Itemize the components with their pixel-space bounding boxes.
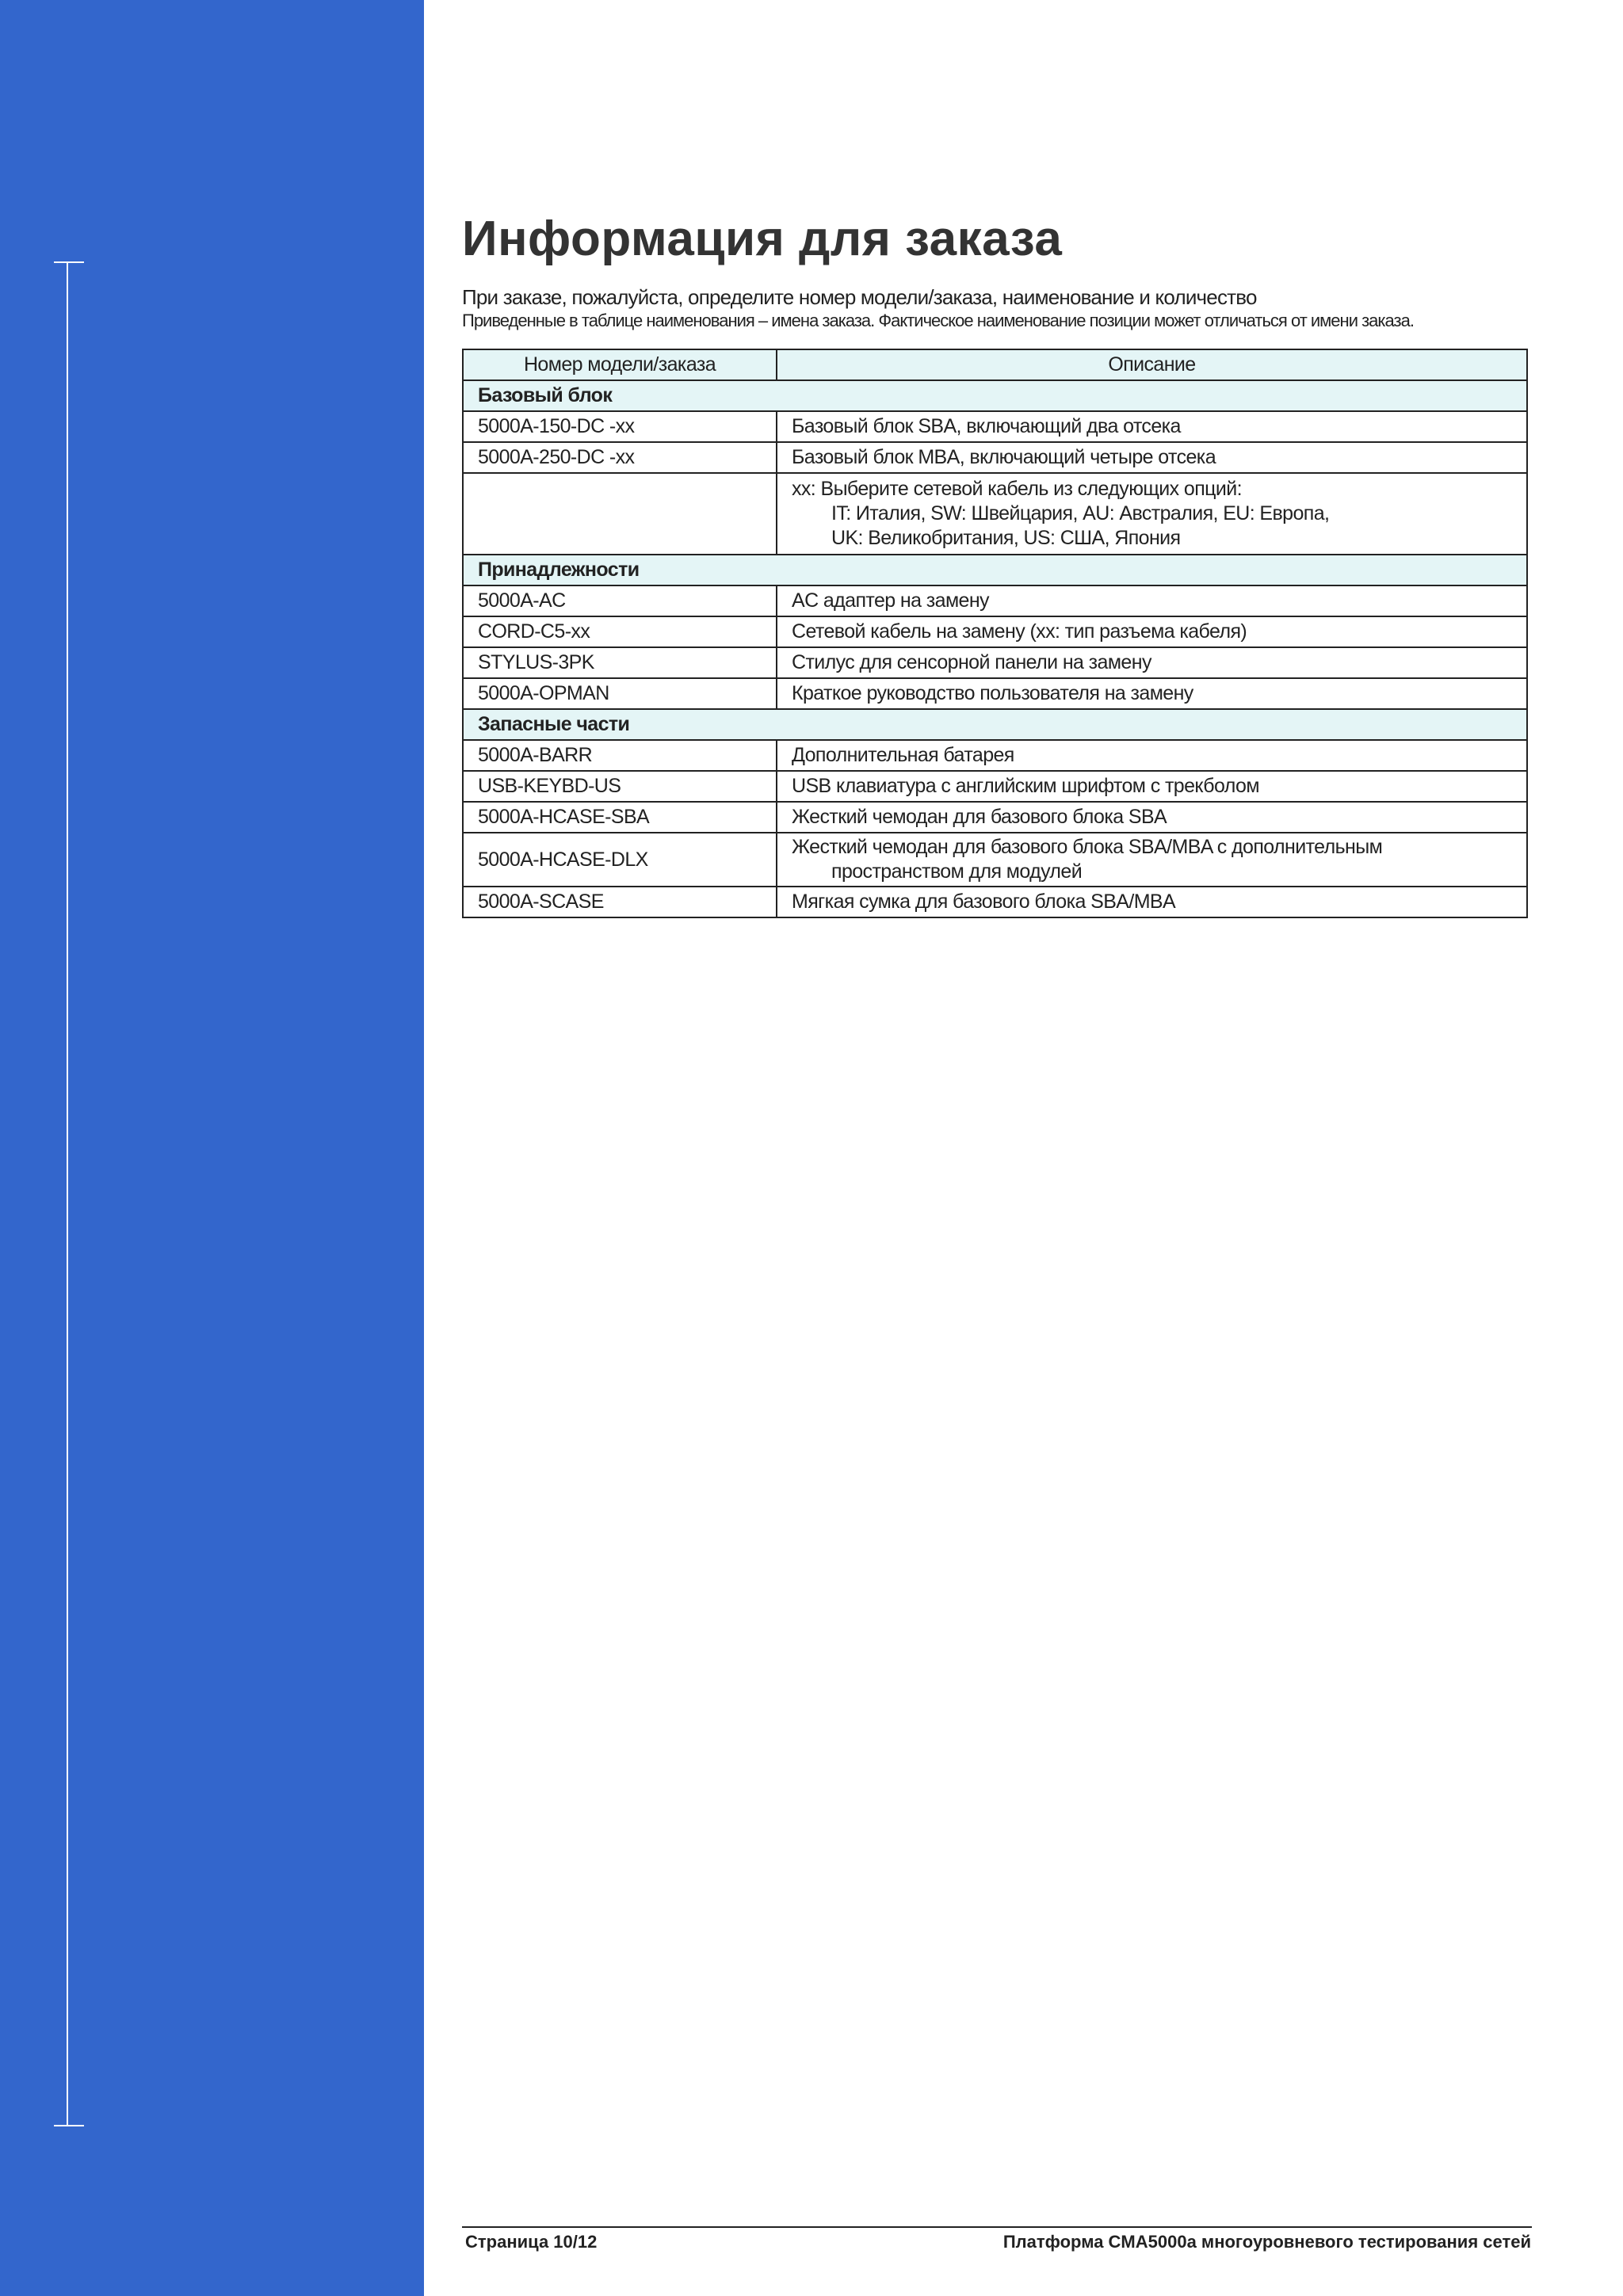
model-cell: 5000A-SCASE	[463, 887, 777, 917]
table-row	[463, 647, 1527, 678]
section-row-accessories	[463, 555, 1527, 585]
model-cell: 5000A-AC	[463, 585, 777, 616]
description-cell: Мягкая сумка для базового блока SBA/MBA	[777, 887, 1527, 917]
table-row	[463, 678, 1527, 709]
description-cell: AC адаптер на замену	[777, 585, 1527, 616]
table-header-row	[463, 349, 1527, 380]
model-cell: 5000A-HCASE-SBA	[463, 802, 777, 833]
section-row-spare-parts	[463, 709, 1527, 740]
section-row-base-unit	[463, 380, 1527, 411]
model-cell: 5000A-HCASE-DLX	[463, 833, 777, 887]
table-row	[463, 833, 1527, 887]
sidebar-ruler-tick-top	[54, 261, 84, 263]
footer-divider	[462, 2226, 1532, 2228]
description-line: xx: Выберите сетевой кабель из следующих опций:	[792, 478, 1242, 500]
description-line: Жесткий чемодан для базового блока SBA/MBA с дополнительным	[792, 836, 1383, 858]
description-cell	[777, 833, 1527, 887]
column-header-description: Описание	[777, 349, 1527, 380]
page-title: Информация для заказа	[462, 212, 1063, 266]
order-table	[462, 349, 1528, 918]
sidebar-ruler-line	[67, 261, 68, 2125]
footer-product-name: Платформа CMA5000a многоуровневого тестирования сетей	[1002, 2232, 1531, 2252]
model-cell: USB-KEYBD-US	[463, 771, 777, 802]
column-header-model: Номер модели/заказа	[463, 349, 777, 380]
description-line: пространством для модулей	[831, 860, 1083, 883]
section-title: Принадлежности	[463, 555, 1527, 585]
table-row	[463, 616, 1527, 647]
intro-note: Приведенные в таблице наименования – имена заказа. Фактическое наименование позиции может отличаться от имени заказа.	[462, 311, 1414, 330]
description-cell: USB клавиатура с английским шрифтом с трекболом	[777, 771, 1527, 802]
description-cell: Сетевой кабель на замену (xx: тип разъема кабеля)	[777, 616, 1527, 647]
table-row	[463, 442, 1527, 473]
description-cell: Базовый блок MBA, включающий четыре отсека	[777, 442, 1527, 473]
description-cell	[777, 473, 1527, 555]
model-cell	[463, 473, 777, 555]
table-row	[463, 887, 1527, 917]
section-title: Запасные части	[463, 709, 1527, 740]
table-row	[463, 473, 1527, 555]
description-cell: Дополнительная батарея	[777, 740, 1527, 771]
footer-page-number: Страница 10/12	[465, 2232, 598, 2252]
description-line: UK: Великобритания, US: США, Япония	[831, 527, 1181, 549]
sidebar-band	[0, 0, 424, 2296]
description-cell: Краткое руководство пользователя на замену	[777, 678, 1527, 709]
model-cell: 5000A-250-DC -xx	[463, 442, 777, 473]
table-row	[463, 771, 1527, 802]
table-row	[463, 740, 1527, 771]
sidebar-ruler-tick-bottom	[54, 2125, 84, 2126]
description-cell: Жесткий чемодан для базового блока SBA	[777, 802, 1527, 833]
intro-text: При заказе, пожалуйста, определите номер модели/заказа, наименование и количество	[462, 285, 1257, 309]
table-row	[463, 802, 1527, 833]
table-row	[463, 585, 1527, 616]
description-cell: Базовый блок SBA, включающий два отсека	[777, 411, 1527, 442]
model-cell: 5000A-150-DC -xx	[463, 411, 777, 442]
table-row	[463, 411, 1527, 442]
model-cell: 5000A-BARR	[463, 740, 777, 771]
description-line: IT: Италия, SW: Швейцария, AU: Австралия, EU: Европа,	[831, 502, 1330, 524]
section-title: Базовый блок	[463, 380, 1527, 411]
model-cell: CORD-C5-xx	[463, 616, 777, 647]
model-cell: STYLUS-3PK	[463, 647, 777, 678]
description-cell: Стилус для сенсорной панели на замену	[777, 647, 1527, 678]
model-cell: 5000A-OPMAN	[463, 678, 777, 709]
